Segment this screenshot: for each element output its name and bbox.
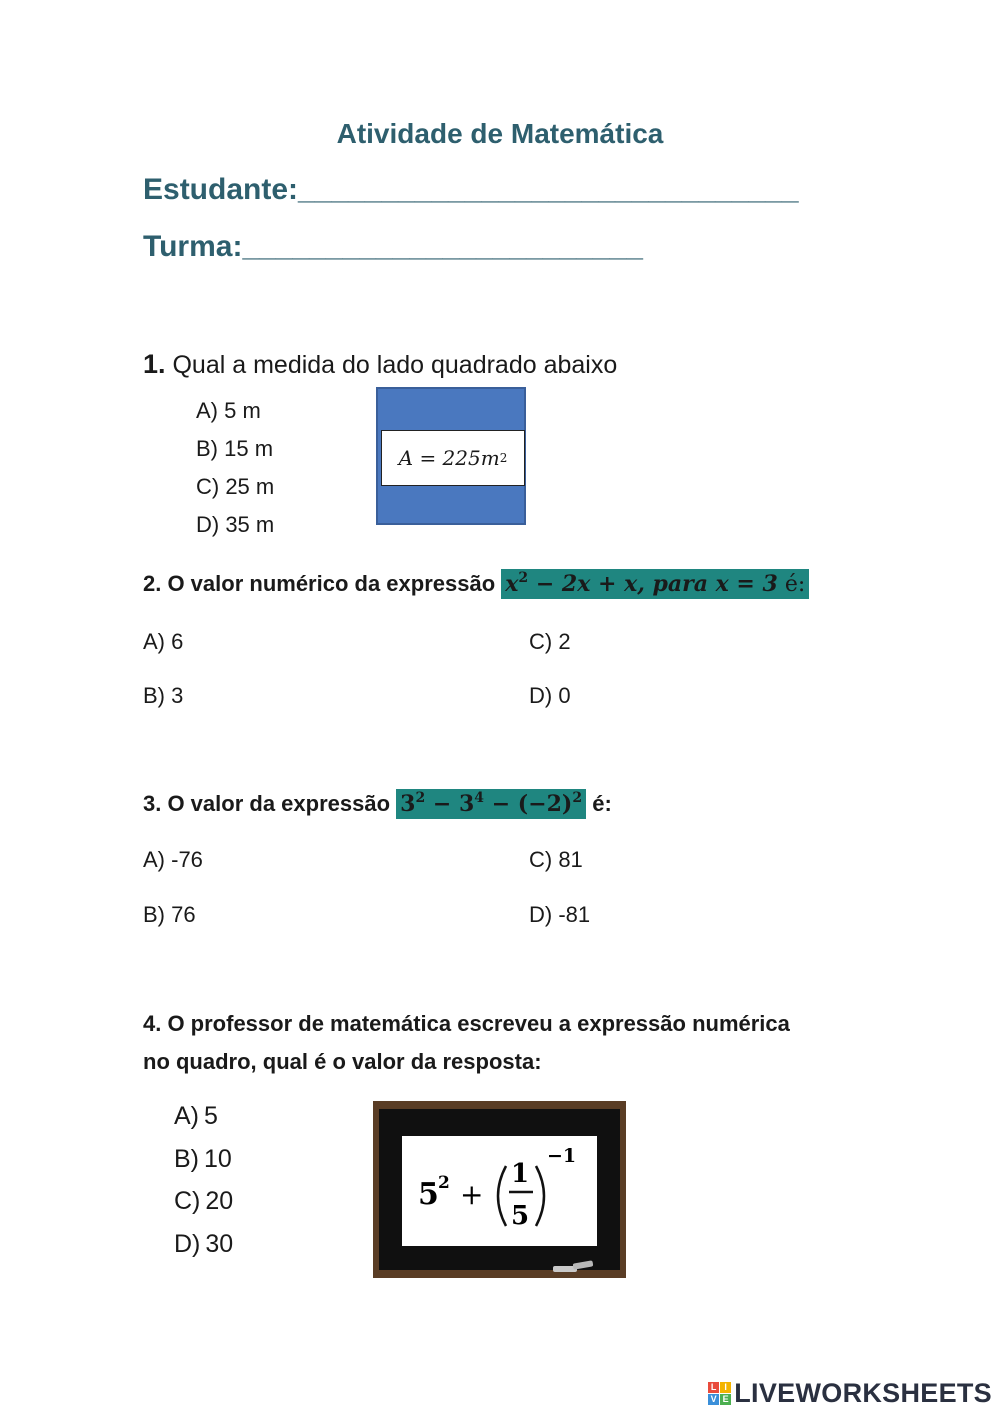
question-3-suffix: é: [592,791,612,816]
expr-term-2: − 3 [425,791,475,817]
logo-cell: L [708,1382,719,1393]
q4-option-c[interactable]: C) 20 [174,1187,234,1215]
question-1-number: 1. [143,349,166,379]
expr-plus: + [460,1178,484,1211]
expr-base-exponent: 2 [438,1173,450,1193]
expr-var: x [505,571,519,597]
q2-option-d[interactable]: D) 0 [529,683,571,708]
student-name-field[interactable]: Estudante:______________________________ [143,173,799,206]
q2-option-c[interactable]: C) 2 [529,629,571,654]
expr-term-1: 3 [400,791,416,817]
question-3 [143,790,612,817]
question-4-prompt-line2: no quadro, qual é o valor da resposta: [143,1049,542,1074]
brand-text: LIVEWORKSHEETS [734,1378,992,1408]
page-title: Atividade de Matemática [336,118,664,149]
q3-option-d[interactable]: D) -81 [529,902,591,927]
expr-numerator: 1 [511,1159,530,1189]
liveworksheets-logo [708,1378,992,1409]
area-text: A = 225m [398,446,500,470]
expr-exp: 2 [518,570,529,586]
expr-rest: − 2x + x, para x = 3 [528,571,778,597]
q2-option-b[interactable]: B) 3 [143,683,184,708]
expr-suffix: é: [777,572,806,597]
question-2-prompt: 2. O valor numérico da expressão [143,571,496,596]
q3-option-b[interactable]: B) 76 [143,902,196,927]
q2-option-a[interactable]: A) 6 [143,629,184,654]
left-paren [498,1166,506,1226]
question-1-prompt: Qual a medida do lado quadrado abaixo [172,351,618,379]
q1-option-c[interactable]: C) 25 m [196,474,275,499]
class-field[interactable]: Turma:________________________ [143,230,643,263]
question-1 [143,349,617,380]
question-3-prompt: 3. O valor da expressão [143,791,391,816]
brand-logo-icon [708,1382,731,1405]
q4-option-d[interactable]: D) 30 [174,1230,234,1258]
q1-option-d[interactable]: D) 35 m [196,512,275,537]
board-expression [402,1136,597,1246]
question-4-prompt-line1: 4. O professor de matemática escreveu a expressão numérica [143,1011,790,1036]
expr-base: 5 [418,1177,439,1212]
right-paren [536,1166,544,1226]
expr-outer-exponent: −1 [547,1145,577,1167]
question-2-expression [501,569,809,599]
q4-option-b[interactable]: B) 10 [174,1145,232,1173]
question-3-expression [396,789,586,819]
expr-term-2-exp: 4 [474,790,485,806]
expr-denominator: 5 [511,1201,530,1231]
expr-term-1-exp: 2 [415,790,426,806]
area-exponent: 2 [499,451,508,465]
q4-option-a[interactable]: A) 5 [174,1102,218,1130]
q3-option-a[interactable]: A) -76 [143,847,203,872]
expr-term-3-exp: 2 [572,790,583,806]
square-area-label [381,430,525,486]
logo-cell: E [720,1394,731,1405]
q3-option-c[interactable]: C) 81 [529,847,583,872]
logo-cell: I [720,1382,731,1393]
logo-cell: V [708,1394,719,1405]
q1-option-b[interactable]: B) 15 m [196,436,274,461]
q1-option-a[interactable]: A) 5 m [196,398,261,423]
expr-term-3: − (−2) [484,791,573,817]
question-2 [143,570,809,597]
